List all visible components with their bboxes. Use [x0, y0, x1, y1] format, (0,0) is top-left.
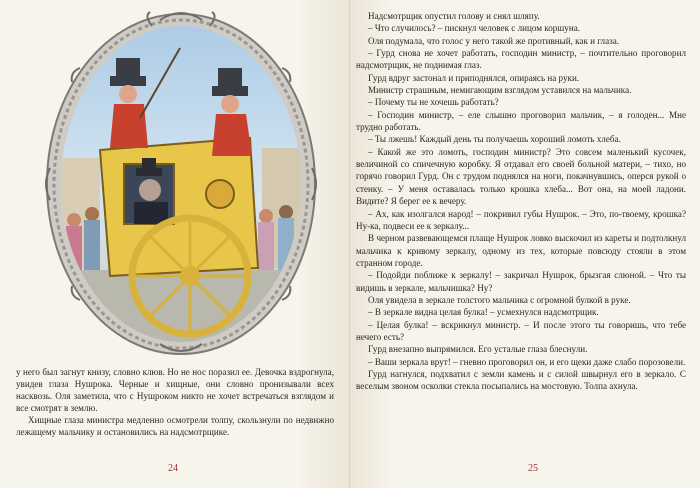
paragraph: Гурд внезапно выпрямился. Его усталые глаза блеснули. — [368, 344, 588, 355]
paragraph: Гурд вдруг застонал и приподнялся, опираясь на руки. — [368, 72, 580, 83]
paragraph: – Ваши зеркала врут! – гневно проговорил он, и его щеки даже слабо порозовели. — [368, 356, 686, 367]
page-number-right: 25 — [528, 463, 538, 474]
paragraph: – Какой же это ломоть, господин министр? Это совсем маленький кусочек, величиной со спичечную коробку. Я отдавал его своей больной матери, – тихо, но горячо говорил Гурд. Он с трудом поднялся на ноги, покачнувшись, оперся рукой о стенку. – У меня оставалась только крошка хлеба... Вот она, на моей ладони. Видите? Я берег ее к вечеру. — [356, 146, 686, 207]
paragraph: Оля подумала, что голос у него такой же противный, как и глаза. — [368, 35, 620, 46]
paragraph: – Ах, как изолгался народ! – покривил губы Нушрок. – Это, по-твоему, крошка? Ну-ка, подвеси ее к зеркалу... — [356, 208, 686, 231]
paragraph: – Гурд снова не хочет работать, господин министр, – почтительно проговорил надсмотрщик, не поднимая глаз. — [356, 48, 686, 71]
paragraph: Оля увидела в зеркале толстого мальчика с огромной булкой в руке. — [368, 294, 631, 305]
paragraph: В черном развевающемся плаще Нушрок ловко выскочил из кареты и подтолкнул мальчика к кривому зеркалу, одному из тех, которые повсюду стояли в этом странном городе. — [356, 233, 686, 268]
paragraph: Надсмотрщик опустил голову и снял шляпу. — [368, 11, 540, 21]
paragraph: Хищные глаза министра медленно осмотрели толпу, скользнули по недвижно лежащему мальчику и остановились на надсмотрщике. — [16, 415, 334, 437]
page-number-left: 24 — [168, 463, 178, 474]
paragraph: Министр страшным, немигающим взглядом уставился на мальчика. — [368, 85, 632, 96]
paragraph: – Целая булка! – вскрикнул министр. – И после этого ты говоришь, что тебе нечего есть? — [356, 319, 686, 342]
paragraph: – Господин министр, – еле слышно проговорил мальчик, – я голоден... Мне трудно работать. — [356, 109, 686, 133]
illustration-carriage — [40, 8, 322, 356]
right-page-text — [356, 10, 686, 393]
paragraph: Гурд нагнулся, подхватил с земли камень и с силой швырнул его в зеркало. С веселым звоном осколки стекла посыпались на мостовую. Толпа ахнула. — [356, 368, 686, 392]
paragraph: – Ты лжешь! Каждый день ты получаешь хороший ломоть хлеба. — [368, 134, 621, 145]
paragraph: – Подойди поближе к зеркалу! – закричал Нушрок, брызгая слюной. – Что ты видишь в зеркале, мальчишка? Ну? — [356, 270, 686, 293]
paragraph: – Почему ты не хочешь работать? — [368, 97, 499, 108]
left-page-text — [16, 366, 334, 438]
paragraph: у него был загнут книзу, словно клюв. Но не нос поразил ее. Девочка вздрогнула, увидев глаза Нушрока. Черные и хищные, они словно пронизывали всех насквозь. Оля заметила, что с Нушроком никто не хочет встречаться взглядом и все смотрят в землю. — [16, 367, 334, 413]
paragraph: – Что случилось? – пискнул человек с лицом коршуна. — [368, 23, 581, 34]
paragraph: – В зеркале видна целая булка! – усмехнулся надсмотрщик. — [368, 307, 599, 318]
